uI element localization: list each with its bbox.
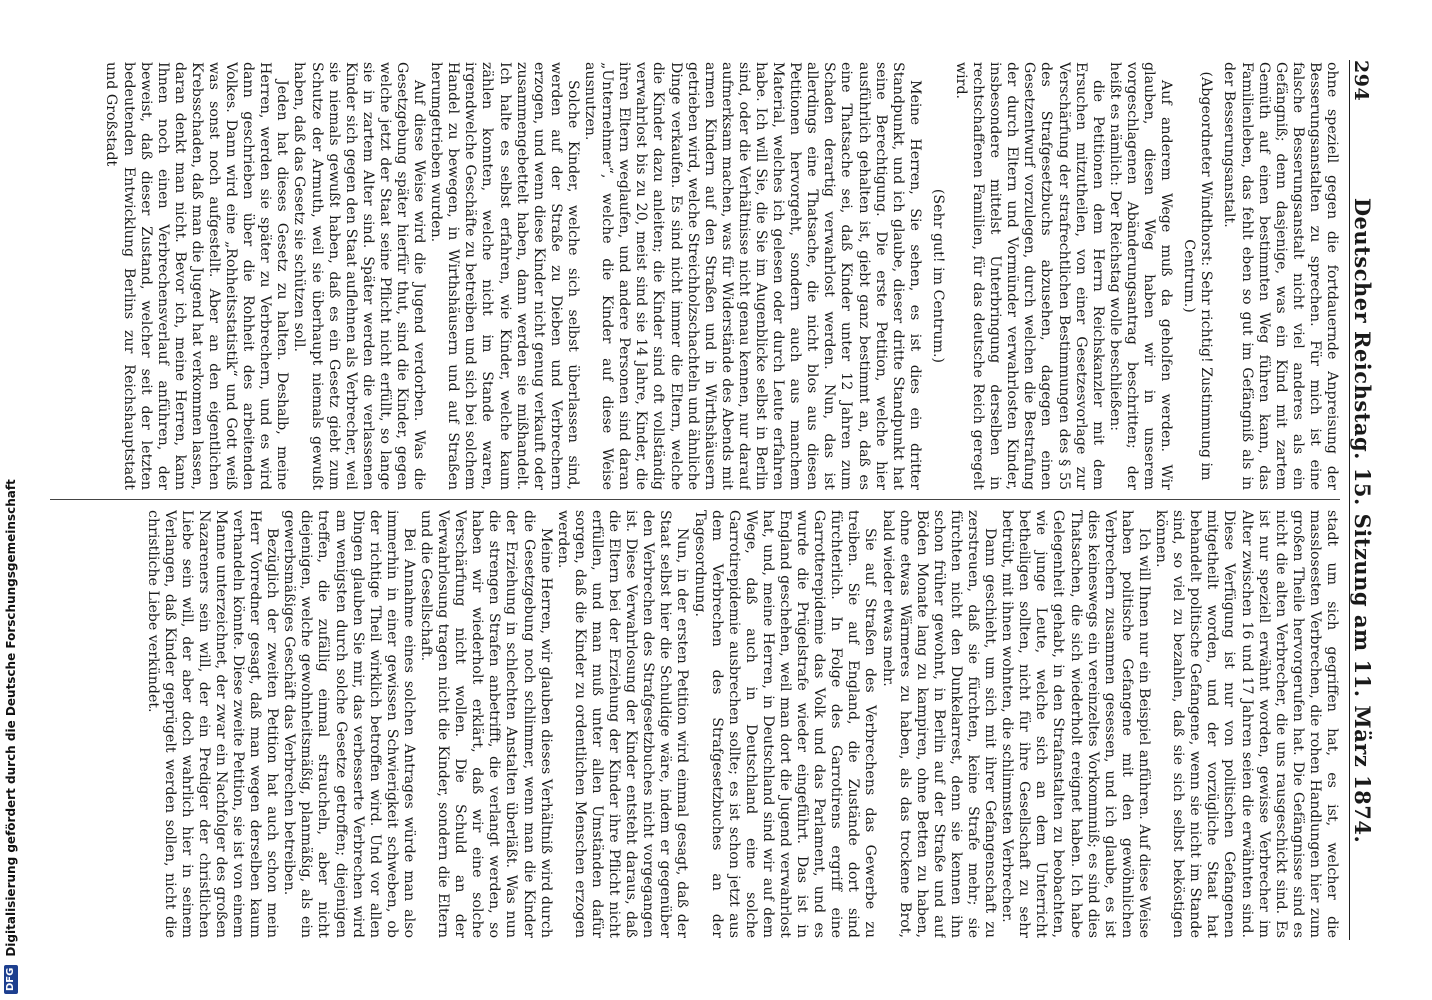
paragraph: Meine Herren, wir glauben dieses Verhältniß wird durch die Gesetzgebung noch schlimmer, wenn man die Kinder der Erziehung in schlechten Anstalten überläßt. Was nun die strengen Strafen anbetrifft, die verlangt werden, so haben wir wiederholt erklärt, daß wir eine solche Verschärfung nicht wollen. Die Schuld an der Verwahrlosung tragen nicht die Kinder, sondern die Eltern und die Gesellschaft. xyxy=(418,510,554,938)
paragraph: Bei Annahme eines solchen Antrages würde man also immerhin in einer gewissen Schwierigkeit schweben, ob der richtige Theil wirklich betroffen wird. Und vor allen Dingen glauben Sie mir, das verbesserte Verbrechen wird am wenigsten durch solche Gesetze getroffen; diejenigen treffen, die zufällig einmal straucheln, aber nicht diejenigen, welche gewohnheitsmäßig, planmäßig, als ein gewerbsmäßiges Geschäft das Verbrechen betreiben. xyxy=(281,510,417,938)
left-text-column xyxy=(50,62,1340,490)
paragraph: ohne speziell gegen die fortdauernde Anpreisung der Besserungsanstalten zu sprechen. Für mich ist eine falsche Besserungsanstalt nicht viel anderes als ein Gefängniß; denn dasjenige, was ein Kind mit zartem Gemüth auf einen bestimmten Weg führen kann, das Familienleben, das fehlt eben so gut im Gefängniß als in der Besserungsanstalt. xyxy=(1221,62,1340,490)
paragraph: Jeden hat dieses Gesetz zu halten. Deshalb, meine Herren, werden sie später zu Verbrechern, und es wird dann geschrieben über die Rohheit des arbeitenden Volkes. Dann wird eine „Rohheitsstatistik“ und Gott weiß was sonst noch aufgestellt. Aber an den eigentlichen Krebsschaden, daß man die Jugend hat verkommen lassen, daran denkt man nicht. Bevor ich, meine Herren, kann Ihnen noch einen Verbrechensverlauf anführen, der beweist, daß dieser Zustand, welcher seit der letzten bedeutenden Entwicklung Berlins zur Reichshauptstadt und Großstadt xyxy=(103,62,291,490)
page-title: Deutscher Reichstag. 15. Sitzung am 11. März 1874. xyxy=(1350,197,1375,844)
right-text-column xyxy=(50,510,1340,938)
credit-text: Digitalisierung gefördert durch die Deutsche Forschungsgemeinschaft xyxy=(4,479,18,957)
motion-text: die Petitionen dem Herrn Reichskanzler mit dem Ersuchen mitzutheilen, von einer Gesetzesvorlage zur Verschärfung der strafrechtlichen Bestimmungen des § 55 des Strafgesetzbuchs abzusehen, dagegen einen Gesetzentwurf vorzulegen, durch welchen die Bestrafung der durch Eltern und Vormünder verwahrlosten Kinder, insbesondere mittelst Unterbringung derselben in rechtschaffenen Familien, für das deutsche Reich geregelt wird. xyxy=(953,62,1106,490)
paragraph: Auf anderem Wege muß da geholfen werden. Wir glauben, diesen Weg haben wir in unserem vorgeschlagenen Abänderungsantrag beschritten; der heißt es nämlich: Der Reichstag wolle beschließen: xyxy=(1106,62,1175,490)
paragraph: Auf diese Weise wird die Jugend verdorben. Was die Gesetzgebung später hierfür thut, sind die Kinder, gegen welche jetzt der Staat seine Pflicht nicht erfüllt, so lange sie in zartem Alter sind. Später werden die verlassenen Kinder sich gegen den Staat auflehnen als Verbrecher, weil sie niemals gewußt haben, daß es ein Gesetz giebt zum Schutze der Armuth, weil sie überhaupt niemals gewußt haben, daß das Gesetz sie schützen soll. xyxy=(291,62,428,490)
paragraph: Meine Herren, Sie sehen, es ist dies ein dritter Standpunkt, und ich glaube, dieser dritte Standpunkt hat seine Berechtigung. Die erste Petition, welche hier ausführlich gehalten ist, giebt ganz bestimmt an, daß es eine Thatsache sei, daß Kinder unter 12 Jahren zum Schaden derartig verwahrlost werden. Nun, das ist allerdings eine Thatsache, die nicht blos aus diesen Petitionen hervorgeht, sondern auch aus manchem Material, welches ich gelesen oder durch Leute erfahren habe. Ich will Sie, die Sie im Augenblicke selbst in Berlin sind, oder die Verhältnisse nicht genau kennen, nur darauf aufmerksam machen, was für Widerstände des Abends mit armen Kindern auf den Straßen und in Wirthshäusern getrieben wird, welche Streichholzschachteln und ähnliche Dinge verkaufen. Es sind nicht immer die Eltern, welche die Kinder dazu anleiten; die Kinder sind oft vollständig verwahrlost bis zu 20, meist sind sie 14 Jahre, Kinder, die ihren Eltern weglaufen, und andere Personen sind daran „Unternehmer“, welche die Kinder auf diese Weise ausnutzen. xyxy=(582,62,923,490)
page-header xyxy=(1349,60,1380,940)
column-divider xyxy=(50,499,1340,500)
paragraph: Dann geschieht, um sich mit ihrer Gefangenschaft zu zerstreuen, daß sie fürchten, keine Strafe mehr; sie fürchten nicht den Dunkelarrest, denn sie kennen ihn schon früher gewohnt, in Berlin auf der Straße und auf Böden Monate lang zu kampiren, ohne Betten zu haben, ohne etwas Wärmeres zu haben, als das trockene Brot, bald wieder etwas mehr. xyxy=(879,510,999,938)
page-number: 294 xyxy=(1350,60,1372,102)
digitization-credit xyxy=(0,0,22,1000)
paragraph: stadt um sich gegriffen hat, es ist, welcher die masslosesten Verbrechen, die rohen Handlungen hier zum großen Theile hervorgerufen hat. Die Gefängnisse sind es nicht die alten Verbrecher, die uns rausgeschickt sind. Es ist nur speziell erwähnt worden, gewisse Verbrecher im Alter zwischen 16 und 17 Jahren seien die erwähnten sind. Diese Verfügung ist nur von politischen Gefangenen mitgetheilt worden, und der vorzügliche Staat hat behandelt politische Gefangene, wenn sie nicht im Stande sind, so viel zu bezahlen, daß sie sich selbst beköstigen können. xyxy=(1153,510,1340,938)
interjection: (Abgeordneter Windthorst: Sehr richtig! Zustimmung im Centrum.) xyxy=(1181,71,1215,481)
paragraph: Bezüglich der zweiten Petition hat auch schon mein Herr Vorredner gesagt, daß man wegen derselben kaum verhandeln könnte. Diese zweite Petition, sie ist von einem Manne unterzeichnet, der zwar ein Nachfolger des großen Nazareners sein will, der ein Prediger der christlichen Liebe sein will, der aber doch wahrlich hier in seinem Verlangen, daß Kinder geprügelt werden sollen, nicht die christliche Liebe verkündet. xyxy=(144,510,281,938)
paragraph: Nun, in der ersten Petition wird einmal gesagt, daß der Staat selbst hier die Schuldige wäre, indem er gegenüber den Verbrechen des Strafgesetzbuches nicht vorgegangen ist. Diese Verwahrlosung der Kinder entsteht daraus, daß die Eltern bei der Erziehung der Kinder ihre Pflicht nicht erfüllen, und man muß unter allen Umständen dafür sorgen, daß die Kinder zu ordentlichen Menschen erzogen werden. xyxy=(554,510,691,938)
paragraph: Solche Kinder, welche sich selbst überlassen sind, werden auf der Straße zu Dieben und Verbrechern erzogen, und wenn diese Kinder nicht genug verkauft oder zusammengebettelt haben, dann werden sie mißhandelt. Ich halte es selbst erfahren, wie Kinder, welche kaum zählen konnten, welche nicht im Stande waren, irgendwelche Geschäfte zu betreiben und sich bei solchem Handel zu bewegen, in Wirthshäusern und auf Straßen herumgetrieben wurden. xyxy=(428,62,581,490)
paragraph: Sie auf Straßen des Verbrechens das Gewerbe zu treiben. Sie auf England, die Zustände dort sind fürchterlich. In Folge des Garrotirens ergriff eine Garrotterepidemie das Volk und das Parlament, und es wurde die Prügelstrafe wieder eingeführt. Das ist in England geschehen, weil man dort die Jugend verwahrlost hat, und, meine Herren, in Deutschland sind wir auf dem Wege, daß auch in Deutschland eine solche Garrotirepidemie ausbrechen sollte; es ist schon jetzt aus dem Verbrechen des Strafgesetzbuches an der Tagesordnung. xyxy=(691,510,879,938)
paragraph: Ich will Ihnen nur ein Beispiel anführen. Auf diese Weise haben politische Gefangene mit den gewöhnlichen Verbrechern zusammen gesessen, und ich glaube, es ist dies keineswegs ein vereinzeltes Vorkommniß; es sind dies Thatsachen, die sich wiederholt ereignet haben. Ich habe Gelegenheit gehabt, in den Strafanstalten zu beobachten, wie junge Leute, welche sich an dem Unterricht betheiligen sollten, nicht für ihre Gesellschaft zu sehr betrübt, mit ihnen wohnten, die schlimmsten Verbrecher. xyxy=(999,510,1152,938)
dfg-logo: DFG xyxy=(4,965,18,994)
interjection: (Sehr gut! im Centrum.) xyxy=(929,188,946,364)
